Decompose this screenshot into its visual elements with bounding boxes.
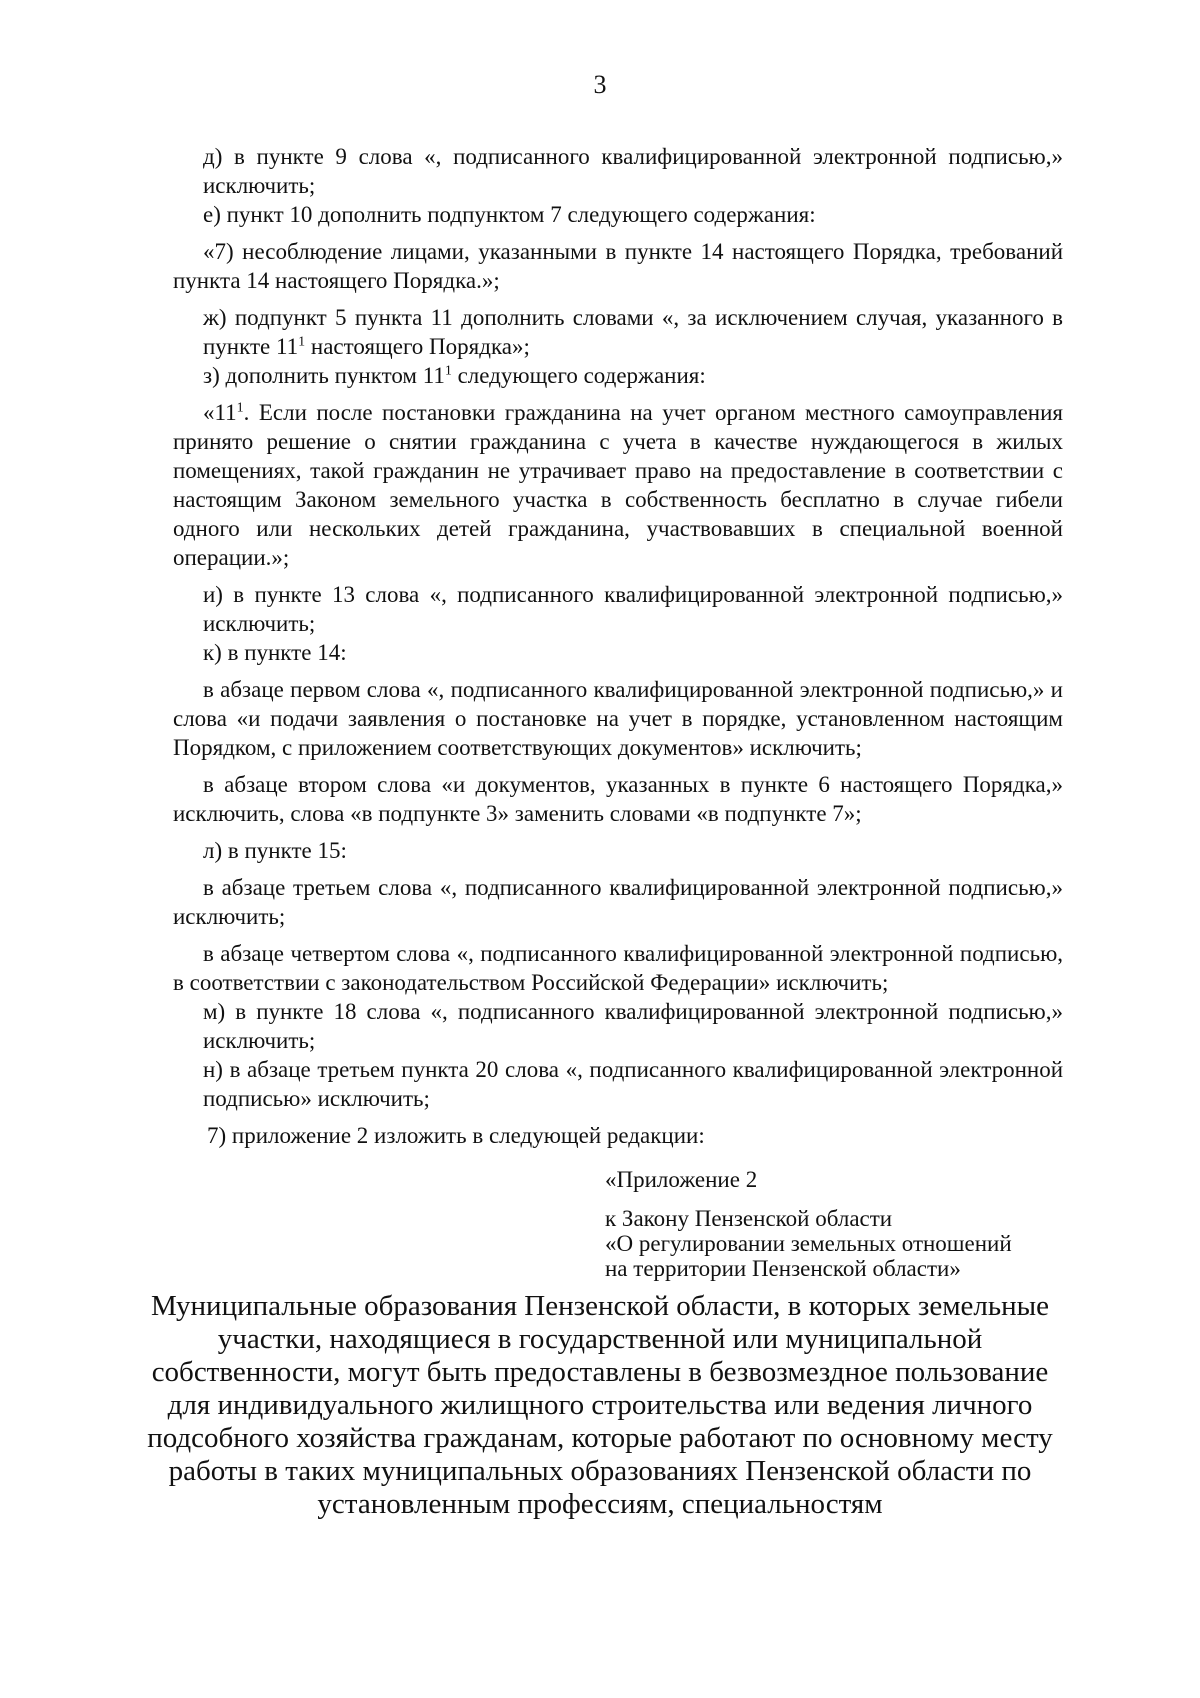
paragraph-quote-11-1-text: . Если после постановки гражданина на учет органом местного самоуправления принято решение о снятии гражданина с учета в качестве нуждающегося в жилых помещениях, такой гражданин не утрачивает право на предоставление в соответствии с настоящим Законом земельного участка в собственность бесплатно в случае гибели одного или нескольких детей гражданина, участвовавших в специальной военной операции.»;: [173, 400, 1063, 570]
paragraph-k-abzac-1: в абзаце первом слова «, подписанного квалифицированной электронной подписью,» и слова «и подачи заявления о постановке на учет в порядке, установленном настоящим Порядком, с приложением соответствующих документов» исключить;: [173, 677, 1063, 760]
paragraph-k-abzac-2: в абзаце втором слова «и документов, указанных в пункте 6 настоящего Порядка,» исключить, слова «в подпункте 3» заменить словами «в подпункте 7»;: [173, 772, 1063, 826]
paragraph-d: д) в пункте 9 слова «, подписанного квалифицированной электронной подписью,» исключить;: [203, 144, 1063, 198]
paragraph-n: н) в абзаце третьем пункта 20 слова «, подписанного квалифицированной электронной подписью» исключить;: [203, 1057, 1063, 1111]
paragraph-z: [173, 361, 1063, 390]
document-body: [173, 142, 1063, 1158]
heading-line: работы в таких муниципальных образованиях Пензенской области по: [168, 1455, 1032, 1487]
paragraph-zh: [173, 303, 1063, 361]
page-number: 3: [593, 70, 607, 99]
appendix-line: на территории Пензенской области»: [605, 1256, 961, 1281]
heading-line: собственности, могут быть предоставлены в безвозмездное пользование: [151, 1356, 1049, 1388]
paragraph-item-7: 7) приложение 2 изложить в следующей редакции:: [207, 1123, 705, 1148]
paragraph-z-text-end: следующего содержания:: [451, 363, 706, 388]
appendix-line: «О регулировании земельных отношений: [605, 1231, 1012, 1256]
heading-line: установленным профессиям, специальностям: [317, 1488, 883, 1520]
appendix-header: [605, 1167, 1075, 1281]
paragraph-quote-11-1-start: «11: [203, 400, 237, 425]
paragraph-zh-text: ж) подпункт 5 пункта 11 дополнить словами «, за исключением случая, указанного в пункте 11: [203, 305, 1063, 359]
paragraph-zh-text-end: настоящего Порядка»;: [305, 334, 530, 359]
superscript: 1: [298, 334, 306, 350]
paragraph-i: и) в пункте 13 слова «, подписанного квалифицированной электронной подписью,» исключить;: [203, 582, 1063, 636]
paragraph-quote-11-1: [173, 398, 1063, 572]
paragraph-l: л) в пункте 15:: [203, 838, 347, 863]
appendix-line: к Закону Пензенской области: [605, 1206, 893, 1231]
superscript: 1: [236, 400, 244, 416]
paragraph-l-abzac-4: в абзаце четвертом слова «, подписанного квалифицированной электронной подписью, в соответствии с законодательством Российской Федерации» исключить;: [173, 941, 1063, 995]
paragraph-quote-7: «7) несоблюдение лицами, указанными в пункте 14 настоящего Порядка, требований пункта 14 настоящего Порядка.»;: [173, 239, 1063, 293]
heading-line: подсобного хозяйства гражданам, которые работают по основному месту: [147, 1422, 1053, 1454]
heading-line: участки, находящиеся в государственной или муниципальной: [217, 1323, 983, 1355]
appendix-heading: [120, 1290, 1080, 1521]
paragraph-e: е) пункт 10 дополнить подпунктом 7 следующего содержания:: [203, 202, 816, 227]
heading-line: для индивидуального жилищного строительства или ведения личного: [167, 1389, 1033, 1421]
paragraph-k: к) в пункте 14:: [203, 640, 347, 665]
appendix-title: «Приложение 2: [605, 1167, 758, 1192]
heading-line: Муниципальные образования Пензенской области, в которых земельные: [150, 1290, 1050, 1322]
paragraph-z-text: з) дополнить пунктом 11: [203, 363, 445, 388]
paragraph-m: м) в пункте 18 слова «, подписанного квалифицированной электронной подписью,» исключить;: [203, 999, 1063, 1053]
paragraph-l-abzac-3: в абзаце третьем слова «, подписанного квалифицированной электронной подписью,» исключить;: [173, 875, 1063, 929]
superscript: 1: [444, 363, 452, 379]
